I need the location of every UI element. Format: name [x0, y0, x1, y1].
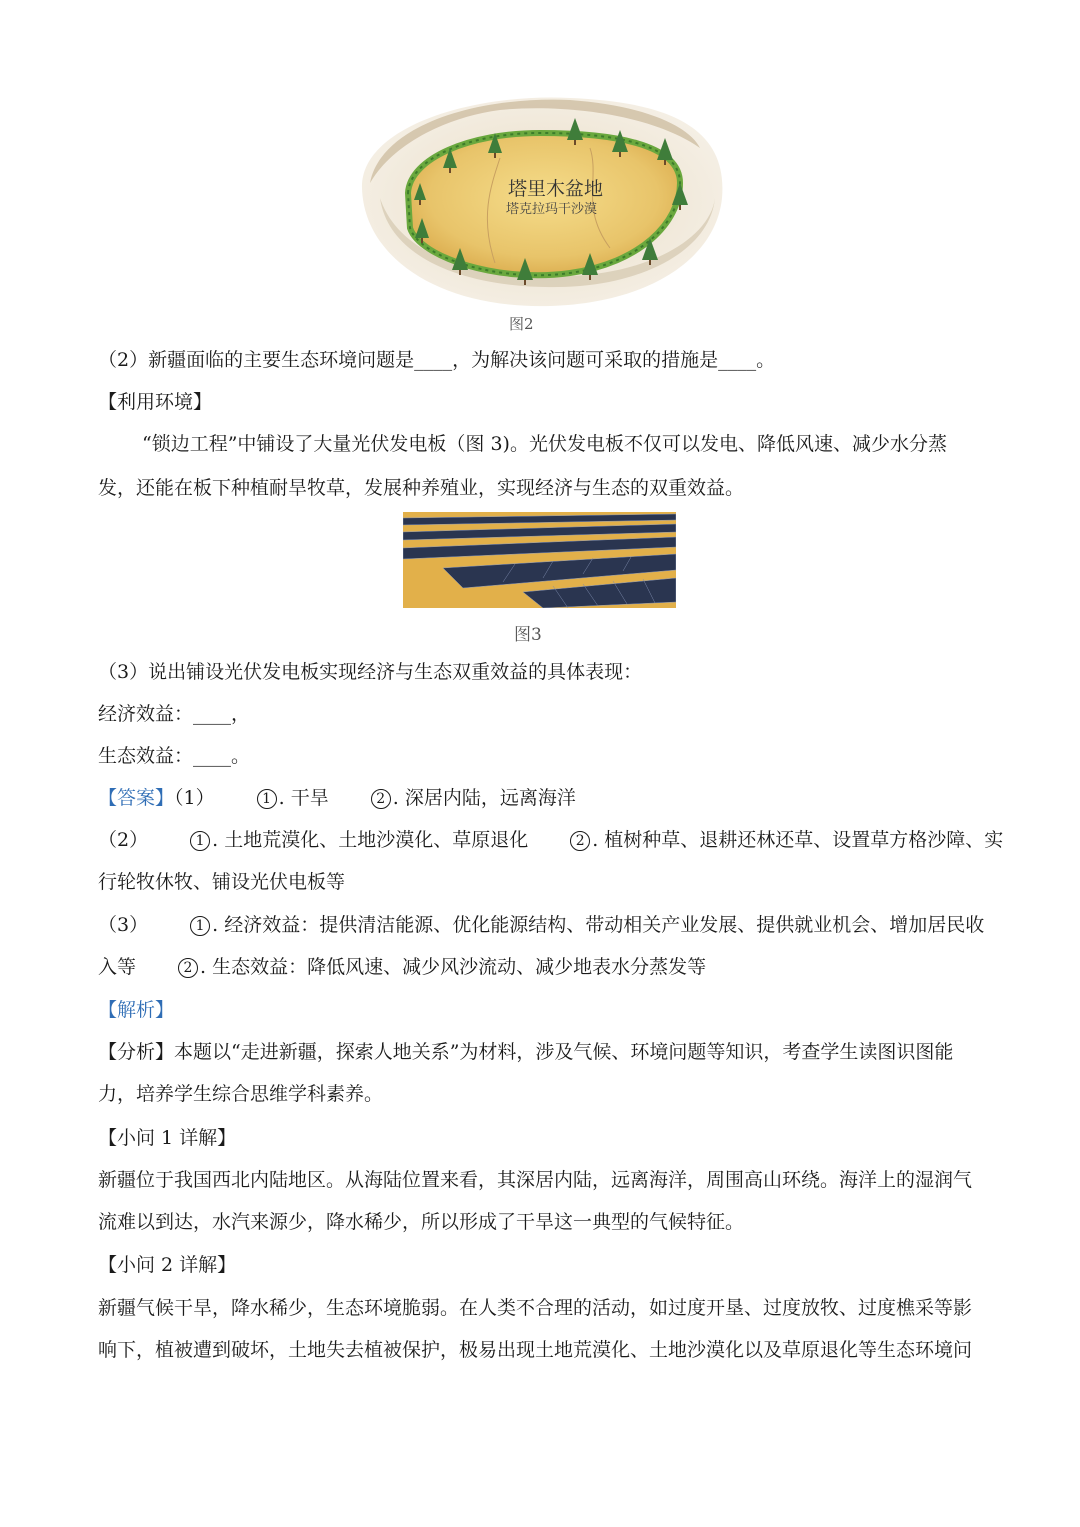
question-2: （2）新疆面临的主要生态环境问题是____，为解决该问题可采取的措施是____。 — [98, 349, 776, 371]
tarim-basin-figure — [350, 88, 730, 310]
question-3: （3）说出铺设光伏发电板实现经济与生态双重效益的具体表现： — [98, 661, 643, 683]
answer-line-3-cont: 入等 2 . 生态效益：降低风速、减少风沙流动、减少地表水分蒸发等 — [98, 956, 707, 978]
answer-line-1: 【答案】（1） 1 . 干旱 2 . 深居内陆，远离海洋 — [98, 787, 576, 809]
sub1-line: 流难以到达，水汽来源少，降水稀少，所以形成了干旱这一典型的气候特征。 — [98, 1211, 745, 1233]
sub1-line: 新疆位于我国西北内陆地区。从海陆位置来看，其深居内陆，远离海洋，周围高山环绕。海洋上的湿润气 — [98, 1169, 973, 1191]
circled-number: 2 — [371, 789, 391, 809]
sub2-heading: 【小问 2 详解】 — [98, 1254, 237, 1276]
question-3-ecological: 生态效益：____。 — [98, 745, 251, 767]
sub2-line: 响下，植被遭到破坏，土地失去植被保护，极易出现土地荒漠化、土地沙漠化以及草原退化等生态环境问 — [98, 1339, 973, 1361]
sub1-heading: 【小问 1 详解】 — [98, 1127, 237, 1149]
circled-number: 2 — [570, 831, 590, 851]
circled-number: 1 — [190, 831, 210, 851]
paragraph-line: 发，还能在板下种植耐旱牧草，发展种养殖业，实现经济与生态的双重效益。 — [98, 477, 745, 499]
analysis-label: 【解析】 — [98, 999, 175, 1021]
figure2-caption: 图2 — [509, 315, 534, 333]
paragraph-line: “锁边工程”中铺设了大量光伏发电板（图 3)。光伏发电板不仅可以发电、降低风速、减少水分蒸 — [142, 433, 947, 455]
sub2-line: 新疆气候干旱，降水稀少，生态环境脆弱。在人类不合理的活动，如过度开垦、过度放牧、过度樵采等影 — [98, 1297, 973, 1319]
analysis-line: 力，培养学生综合思维学科素养。 — [98, 1083, 384, 1105]
figure3-caption: 图3 — [514, 625, 542, 645]
answer-line-3: （3） 1 . 经济效益：提供清洁能源、优化能源结构、带动相关产业发展、提供就业机会、增加居民收 — [98, 914, 985, 936]
answer-line-2-cont: 行轮牧休牧、铺设光伏电板等 — [98, 871, 346, 893]
circled-number: 2 — [178, 958, 198, 978]
analysis-line: 【分析】本题以“走进新疆，探索人地关系”为材料，涉及气候、环境问题等知识，考查学生读图识图能 — [98, 1041, 954, 1063]
solar-panels-photo — [403, 512, 676, 608]
circled-number: 1 — [190, 916, 210, 936]
map-subtitle: 塔克拉玛干沙漠 — [506, 202, 598, 217]
question-3-economic: 经济效益：____， — [98, 703, 251, 725]
answer-label: 【答案】 — [98, 787, 175, 809]
map-title: 塔里木盆地 — [508, 178, 604, 200]
circled-number: 1 — [257, 789, 277, 809]
solar-panels-figure — [403, 512, 676, 608]
answer-line-2: （2） 1 . 土地荒漠化、土地沙漠化、草原退化 2 . 植树种草、退耕还林还草、设置草方格沙障、实 — [98, 829, 1004, 851]
section-heading-use: 【利用环境】 — [98, 391, 213, 413]
